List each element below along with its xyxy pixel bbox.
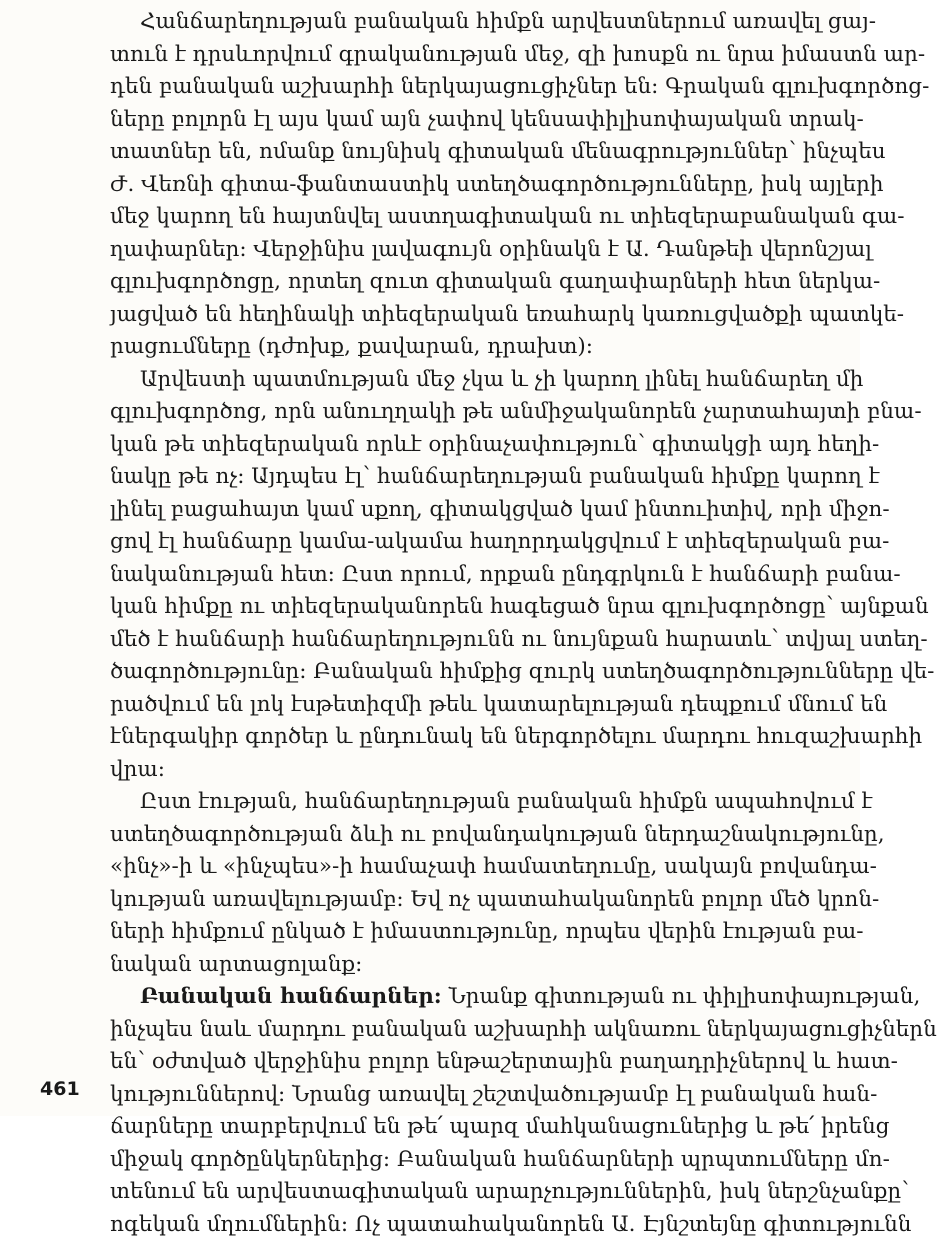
text-line: մեծ է հանճարի հանճարեղությունն ու նույնքան հարատև՝ տվյալ ստեղ- [110,624,825,657]
paragraph [110,6,825,364]
text-line: գլուխգործոցը, որտեղ զուտ գիտական գաղափարների հետ ներկա- [110,266,825,299]
text-line: միջակ գործընկերներից: Բանական հանճարների պրպտումները մո- [110,1144,825,1177]
text-line: էներգակիր գործեր և ընդունակ են ներգործելու մարդու հուզաշխարհի [110,721,825,754]
paragraph [110,364,825,787]
text-line: լինել բացահայտ կամ սքող, գիտակցված կամ ինտուիտիվ, որի միջո- [110,494,825,527]
text-line: Հանճարեղության բանական հիմքն արվեստներում առավել ցայ- [110,6,825,39]
text-line: դեն բանական աշխարհի ներկայացուցիչներ են: Գրական գլուխգործոց- [110,71,825,104]
text-line: տուն է դրսևորվում գրականության մեջ, զի խոսքն ու նրա իմաստն ար- [110,39,825,72]
text-line: Ժ. Վեռնի գիտա-ֆանտաստիկ ստեղծագործությունները, իսկ այլերի [110,169,825,202]
text-line: ոգեկան մղումներին: Ոչ պատահականորեն Ա. Էյնշտեյնը գիտությունն [110,1209,825,1241]
paragraph [110,981,825,1241]
text-line: րացումները (դժոխք, քավարան, դրախտ): [110,331,825,364]
text-line: րածվում են լոկ էսթետիզմի թեև կատարելության դեպքում մնում են [110,689,825,722]
text-line: կան հիմքը ու տիեզերականորեն հագեցած նրա գլուխգործոցը՝ այնքան [110,591,825,624]
text-line: յացված են հեղինակի տիեզերական եռահարկ կառուցվածքի պատկե- [110,299,825,332]
text-line: Արվեստի պատմության մեջ չկա և չի կարող լինել հանճարեղ մի [110,364,825,397]
text-line: մեջ կարող են հայտնվել աստղագիտական ու տիեզերաբանական գա- [110,201,825,234]
text-line: Ըստ էության, հանճարեղության բանական հիմքն ապահովում է [110,786,825,819]
text-line: կության առավելությամբ: Եվ ոչ պատահականորեն բոլոր մեծ կրոն- [110,884,825,917]
text-line: նականության հետ: Ըստ որում, որքան ընդգրկուն է հանճարի բանա- [110,559,825,592]
text-line: տենում են արվեստագիտական արարչություններին, իսկ ներշնչանքը՝ [110,1176,825,1209]
text-line: ները բոլորն էլ այս կամ այն չափով կենսափիլիսոփայական տրակ- [110,104,825,137]
text-line: կություններով: Նրանց առավել շեշտվածությամբ էլ բանական հան- [110,1079,825,1112]
text-line: ցով էլ հանճարը կամա-ակամա հաղորդակցվում է տիեզերական բա- [110,526,825,559]
text-line: նական արտացոլանք: [110,949,825,982]
text-line: ների հիմքում ընկած է իմաստությունը, որպես վերին էության բա- [110,916,825,949]
text-line: գլուխգործոց, որն անուղղակի թե անմիջականորեն չարտահայտի բնա- [110,396,825,429]
text-line: տատներ են, ոմանք նույնիսկ գիտական մենագրություններ՝ ինչպես [110,136,825,169]
text-line: ղափարներ: Վերջինիս լավագույն օրինակն է Ա. Դանթեի վերոնշյալ [110,234,825,267]
text-line: նակը թե ոչ: Այդպես էլ՝ հանճարեղության բանական հիմքը կարող է [110,461,825,494]
text-line: ճարները տարբերվում են թե՛ պարզ մահկանացուներից և թե՛ իրենց [110,1111,825,1144]
text-line: ստեղծագործության ձևի ու բովանդակության ներդաշնակությունը, [110,819,825,852]
text-line: են՝ օժտված վերջինիս բոլոր ենթաշերտային բաղադրիչներով և հատ- [110,1046,825,1079]
section-heading: Բանական հանճարներ: [140,984,442,1009]
text-line: ծագործությունը: Բանական հիմքից զուրկ ստեղծագործությունները վե- [110,656,825,689]
body-text [110,6,825,1241]
text-line [110,981,825,1014]
page-number: 461 [40,1078,80,1100]
text-line: «ինչ»-ի և «ինչպես»-ի համաչափ համատեղումը, սակայն բովանդա- [110,851,825,884]
text-line: ինչպես նաև մարդու բանական աշխարհի ակնառու ներկայացուցիչներն [110,1014,825,1047]
text-line: վրա: [110,754,825,787]
text-line: կան թե տիեզերական որևէ օրինաչափություն՝ գիտակցի այդ հեղի- [110,429,825,462]
paragraph [110,786,825,981]
text-run: Նրանք գիտության ու փիլիսոփայության, [449,984,921,1009]
